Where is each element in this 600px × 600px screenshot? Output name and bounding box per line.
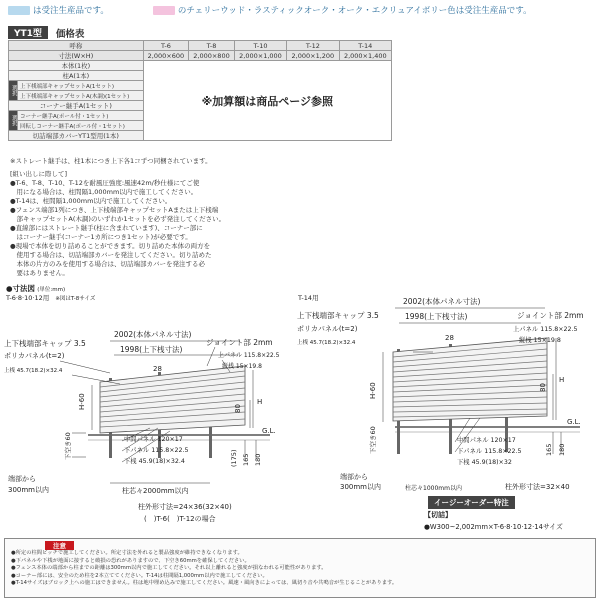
- label-mid-panel: 中間パネル 120×17: [124, 436, 183, 443]
- label-under: 下空き60: [64, 432, 72, 460]
- caution-line: ●フェンス本体の端部から柱までの距離は300mm以内で施工してください。それ以上離れると強度が損なわれる可能性があります。: [11, 565, 327, 572]
- price-table: [8, 40, 392, 141]
- dim-80: 80: [234, 404, 242, 413]
- model-badge: YT1型: [8, 26, 48, 39]
- install-note-line: 用になる場合は、柱間隔1,000mm以内で施工してください。: [10, 188, 198, 196]
- label-poly: ポリカパネル(t=2): [4, 352, 65, 360]
- install-note-line: ●直線部にはストレート継手(柱に含まれています)、コーナー部に: [10, 224, 203, 232]
- size-header: T-12: [287, 41, 339, 51]
- easy-order-badge: イージーオーダー特注: [428, 496, 515, 509]
- install-note-line: ●T-14は、柱間隔1,000mm以内で施工してください。: [10, 197, 172, 205]
- table-row: [9, 41, 392, 51]
- install-note-line: 本体の片方のみを使用する場合は、切詰端部カバーを発注する必: [10, 260, 205, 268]
- label-poly: ポリカパネル(t=2): [297, 325, 358, 333]
- caution-line: ●コーナー部には、安全のため柱を2本立ててください。T-14は柱間隔1,000mm以内で施工してください。: [11, 572, 268, 579]
- size-header: T-10: [234, 41, 286, 51]
- right-fence-diagram: [295, 294, 600, 474]
- price-table-title: [8, 26, 84, 39]
- size-header: T-8: [189, 41, 235, 51]
- install-notes-head: [組い出しに際して]: [10, 170, 68, 178]
- row-label-end-cover: 切詰端部カバーYT1型用(1本): [9, 131, 144, 141]
- label-post-case: ( )T-6( )T-12の場合: [144, 515, 216, 523]
- dim-rail-width: 1998(上下桟寸法): [405, 312, 468, 321]
- label-vrail: 縦桟 15×19.8: [519, 337, 561, 344]
- dim-cell: 2,000×800: [189, 51, 235, 61]
- dim-80: 80: [539, 383, 547, 392]
- label-top-rail: 上桟 45.7(18.2)×32.4: [297, 340, 356, 346]
- label-edge-2: 300mm以内: [8, 486, 49, 494]
- install-note-line: ●現場で本体を切り詰めることができます。切り詰めた本体の両方を: [10, 242, 211, 250]
- dim-rail-width: 1998(上下桟寸法): [120, 345, 183, 354]
- caution-box: [4, 538, 596, 598]
- color-legend: [8, 4, 532, 16]
- right-post-spacing: 柱芯々1000mm以内: [405, 485, 462, 492]
- table-footnote: ※ストレート継手は、柱1本につき上下各1コずつ同梱されています。: [10, 157, 212, 165]
- label-lower-panel: 下パネル 115.8×22.5: [457, 448, 522, 455]
- caution-line: ●T-14サイズはブロック上への施工はできません。柱は地中埋め込みで施工してください。風速・風向きによっては、風切り音や共鳴音が生じることがあります。: [11, 580, 398, 587]
- install-note-line: ●フェンス端部1列につき、上下桟端部キャップセットAまたは上下桟端: [10, 206, 219, 214]
- label-cap: 上下桟端部キャップ 3.5: [4, 339, 86, 348]
- row-label-cap: 上下桟端部キャップセットA(1セット): [18, 81, 144, 91]
- table-row: [9, 51, 392, 61]
- label-bottom-rail: 下桟 45.9(18)×32.4: [124, 458, 185, 465]
- legend-swatch-pink: [153, 6, 175, 15]
- cut-body: ●W300~2,002mm×T-6·8·10·12·14サイズ: [424, 523, 563, 531]
- dim-height: H-60: [369, 382, 377, 399]
- dim-gap: 28: [445, 334, 454, 342]
- label-vrail: 縦桟 15×19.8: [222, 363, 262, 370]
- dim-panel-width: 2002(本体パネル寸法): [114, 330, 192, 339]
- select-badge: 選択: [9, 81, 18, 101]
- left-fence-diagram: [0, 300, 295, 535]
- dim-cell: 2,000×1,200: [287, 51, 339, 61]
- dim-cell: 2,000×1,400: [339, 51, 391, 61]
- legend-swatch-blue: [8, 6, 30, 15]
- dim-label: 寸法(W×H): [9, 51, 144, 61]
- section-title: ●寸法図: [6, 284, 36, 293]
- label-cap: 上下桟端部キャップ 3.5: [297, 311, 379, 320]
- right-edge-1: 端部から: [340, 473, 368, 481]
- right-models: T-14用: [298, 294, 319, 302]
- size-header: T-6: [143, 41, 189, 51]
- dim-cell: 2,000×1,000: [234, 51, 286, 61]
- dim-h: H: [559, 376, 565, 384]
- dim-h: H: [257, 398, 263, 406]
- size-header: T-14: [339, 41, 391, 51]
- caution-line: ●下パネルや下桟が地面に接すると破損の恐れがありますので、下空き60mmを確保してください。: [11, 557, 250, 564]
- col-header: 呼称: [9, 41, 144, 51]
- label-gl: G.L.: [567, 418, 581, 426]
- dim-180: 180: [254, 453, 262, 466]
- label-joint: ジョイント部 2mm: [206, 338, 273, 347]
- install-note-line: はコーナー継手(コーナー1カ所につき1セット)が必要です。: [10, 233, 192, 241]
- caution-list: [11, 550, 593, 588]
- install-note-line: 要はありません。: [10, 269, 69, 277]
- dim-165: 165: [545, 443, 553, 456]
- right-post-size: 柱外形寸法=32×40: [505, 483, 570, 491]
- dim-180: 180: [558, 443, 566, 456]
- legend-pink-text: のチェリーウッド・ラスティックオーク・オーク・エクリュアイボリー色は受注生産品です。: [177, 6, 532, 16]
- install-note-line: 部キャップセットA(木調)のいずれか1セットを必ず発注してください。: [10, 215, 226, 223]
- label-top-rail: 上桟 45.7(18.2)×32.4: [4, 368, 63, 374]
- row-label-corner-rotate: 回転しコーナー継手A(ポール付・1セット): [18, 121, 144, 131]
- left-models-label: T-6·8·10·12用: [6, 294, 50, 302]
- label-mid-panel: 中間パネル 120×17: [457, 437, 516, 444]
- label-bottom-rail: 下桟 45.9(18)×32: [457, 459, 512, 466]
- row-label-body: 本体(1枚): [9, 61, 144, 71]
- table-title: 価格表: [55, 28, 85, 40]
- label-post-spacing: 柱芯々2000mm以内: [122, 487, 189, 495]
- dim-height: H-60: [78, 393, 86, 410]
- unit-label: (単位:mm): [37, 287, 66, 293]
- install-notes: [10, 170, 340, 278]
- caution-head: 注意: [45, 541, 74, 550]
- dim-panel-width: 2002(本体パネル寸法): [403, 297, 481, 306]
- label-post-size: 柱外形寸法=24×36(32×40): [138, 503, 232, 511]
- dim-175: (175): [230, 449, 238, 467]
- price-note: ※加算額は商品ページ参照: [143, 61, 391, 141]
- caution-line: ●所定の柱間ピッチで施工してください。所定寸法を外れると製品強度が維持できなくなります。: [11, 550, 243, 556]
- label-under: 下空き60: [369, 426, 377, 454]
- label-lower-panel: 下パネル 115.8×22.5: [124, 447, 189, 454]
- label-edge-1: 端部から: [8, 475, 36, 483]
- row-label-corner: コーナー継手A(1セット): [9, 101, 144, 111]
- row-label-corner-pole: コーナー継手A(ポール付・1セット): [18, 111, 144, 121]
- cut-head: 【切詰】: [424, 511, 452, 519]
- select-badge: 選択: [9, 111, 18, 131]
- install-note-line: ●T-6、T-8、T-10、T-12を耐風圧強度:風速42m/秒仕様にてご使: [10, 179, 200, 187]
- dim-165: 165: [242, 453, 250, 466]
- dim-gap: 28: [153, 365, 162, 373]
- label-upper-panel: 上パネル 115.8×22.5: [218, 352, 280, 359]
- install-note-line: 使用する場合は、切詰端部カバーを発注してください。切り詰めた: [10, 251, 212, 259]
- right-edge-2: 300mm以内: [340, 483, 381, 491]
- label-joint: ジョイント部 2mm: [517, 311, 584, 320]
- row-label-post: 柱A(1本): [9, 71, 144, 81]
- table-row: [9, 61, 392, 71]
- legend-blue-text: は受注生産品です。: [33, 6, 109, 16]
- label-upper-panel: 上パネル 115.8×22.5: [513, 326, 578, 333]
- left-models-note: ※図はT-8サイズ: [55, 296, 96, 302]
- label-gl: G.L.: [262, 427, 276, 435]
- dim-cell: 2,000×600: [143, 51, 189, 61]
- row-label-cap-wood: 上下桟端部キャップセットA(木調)(1セット): [18, 91, 144, 101]
